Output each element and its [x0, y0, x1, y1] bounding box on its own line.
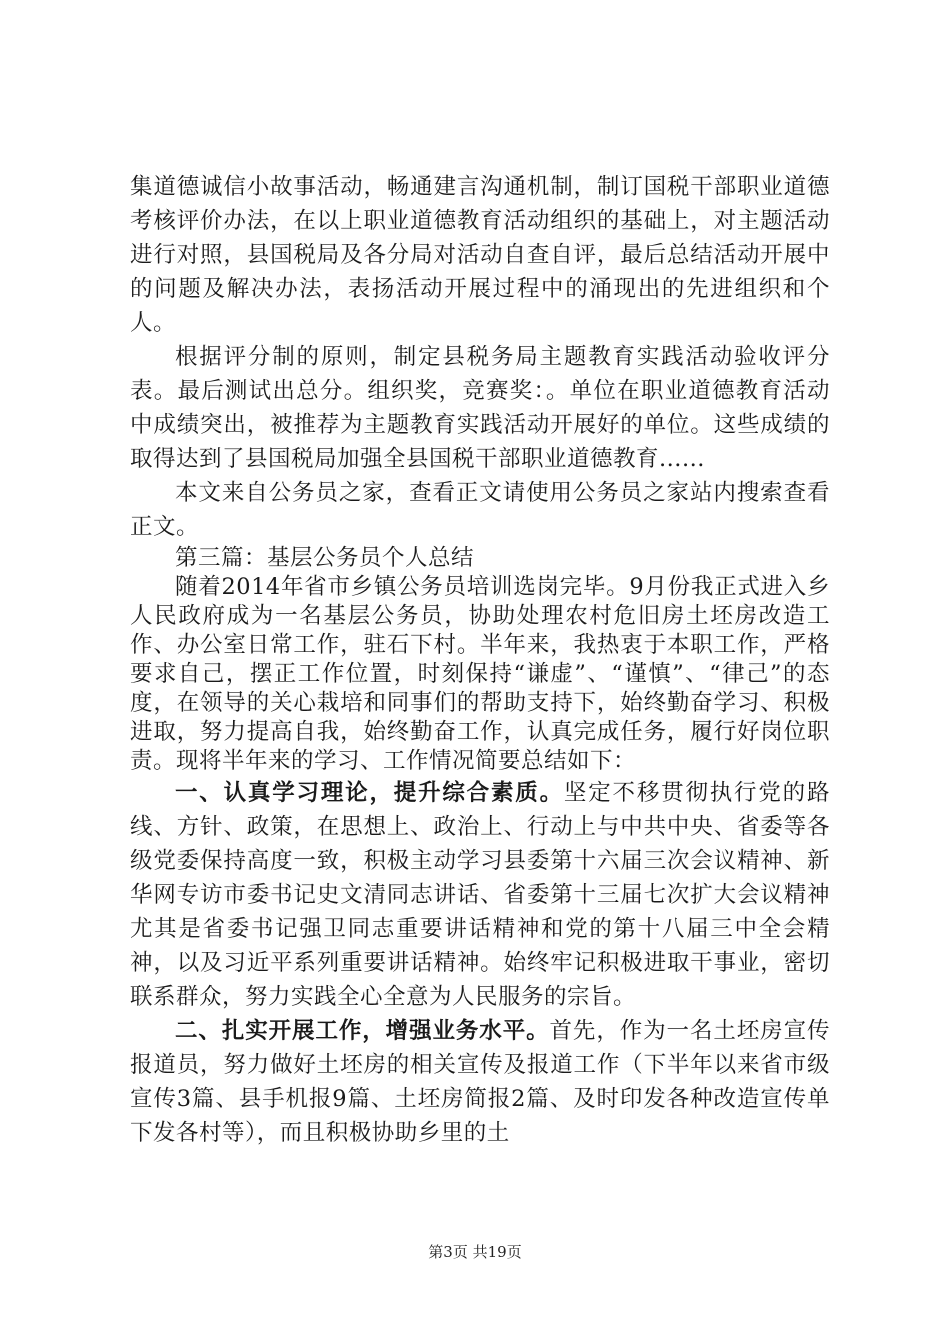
paragraph-work: [130, 1014, 830, 1150]
body-work: 首先，作为一名土坯房宣传报道员，努力做好土坯房的相关宣传及报道工作（下半年以来省市级宣传3篇、县手机报9篇、土坯房简报2篇、及时印发各种改造宣传单下发各村等），而且积极协助乡里的土: [130, 1018, 830, 1146]
document-body: [130, 170, 830, 1150]
paragraph-study-theory: [130, 776, 830, 1014]
section-title: 第三篇：基层公务员个人总结: [175, 545, 475, 571]
page-footer: 第3页 共19页: [428, 1243, 522, 1261]
paragraph-intro: 随着2014年省市乡镇公务员培训选岗完毕。9月份我正式进入乡人民政府成为一名基层公务员，协助处理农村危旧房土坯房改造工作、办公室日常工作，驻石下村。半年来，我热衷于本职工作，严格要求自己，摆正工作位置，时刻保持“谦虚”、“谨慎”、“律己”的态度，在领导的关心栽培和同事们的帮助支持下，始终勤奋学习、积极进取，努力提高自我，始终勤奋工作，认真完成任务，履行好岗位职责。现将半年来的学习、工作情况简要总结如下：: [130, 574, 830, 774]
paragraph-scoring: 根据评分制的原则，制定县税务局主题教育实践活动验收评分表。最后测试出总分。组织奖，竞赛奖：。单位在职业道德教育活动中成绩突出，被推荐为主题教育实践活动开展好的单位。这些成绩的取得达到了县国税局加强全县国税干部职业道德教育......: [130, 344, 830, 472]
paragraph-continuation: 集道德诚信小故事活动，畅通建言沟通机制，制订国税干部职业道德考核评价办法，在以上职业道德教育活动组织的基础上，对主题活动进行对照，县国税局及各分局对活动自查自评，最后总结活动开展中的问题及解决办法，表扬活动开展过程中的涌现出的先进组织和个人。: [130, 174, 830, 336]
paragraph-source-note: 本文来自公务员之家，查看正文请使用公务员之家站内搜索查看正文。: [130, 480, 830, 540]
body-study-theory: 坚定不移贯彻执行党的路线、方针、政策，在思想上、政治上、行动上与中共中央、省委等各级党委保持高度一致，积极主动学习县委第十六届三次会议精神、新华网专访市委书记史文清同志讲话、省委第十三届七次扩大会议精神尤其是省委书记强卫同志重要讲话精神和党的第十八届三中全会精神，以及习近平系列重要讲话精神。始终牢记积极进取干事业，密切联系群众，努力实践全心全意为人民服务的宗旨。: [130, 780, 830, 1010]
heading-work: 二、扎实开展工作，增强业务水平。: [175, 1018, 550, 1044]
heading-study-theory: 一、认真学习理论，提升综合素质。: [175, 780, 564, 806]
